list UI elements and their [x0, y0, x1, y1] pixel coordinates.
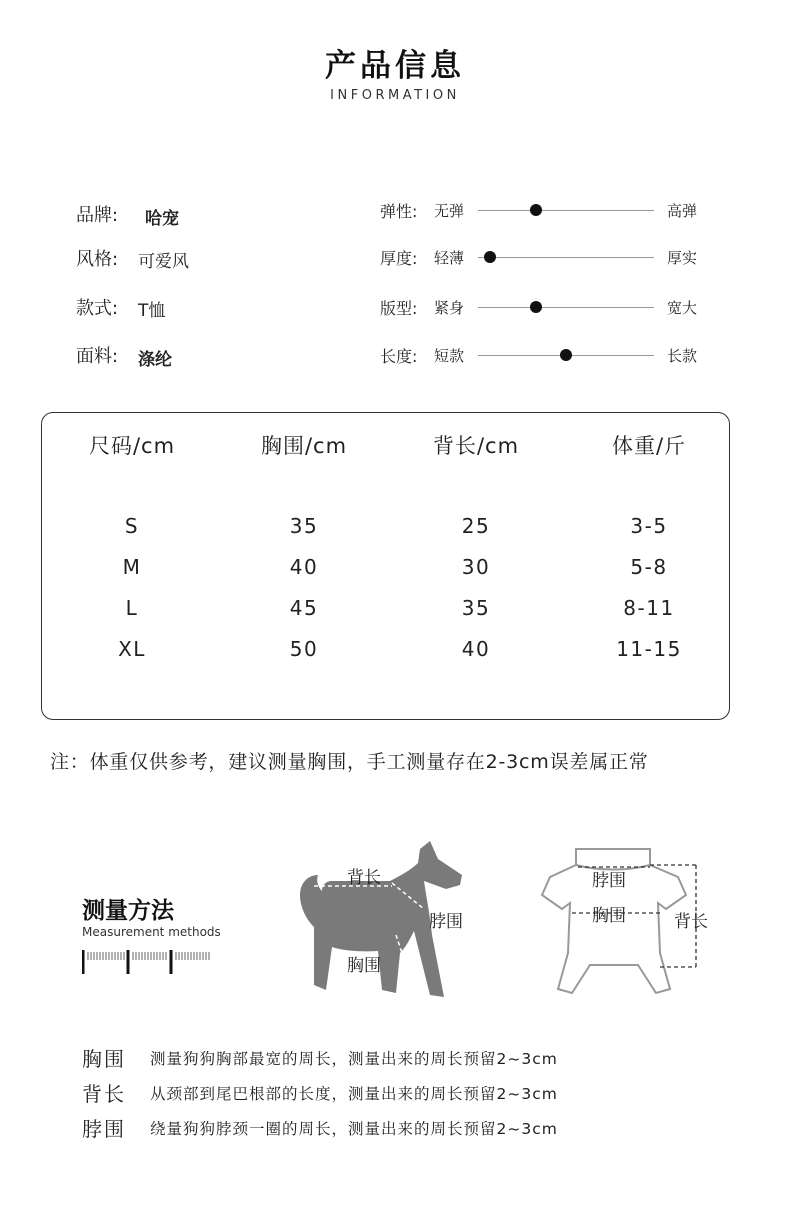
def-text-chest: 测量狗狗胸部最宽的周长，测量出来的周长预留2~3cm	[150, 1050, 558, 1068]
slider-low-label: 短款	[434, 347, 465, 365]
slider-track	[478, 307, 654, 308]
dog-back-label: 背长	[347, 868, 381, 888]
table-header-cell: 胸围/cm	[260, 434, 348, 458]
slider-high-label: 厚实	[667, 249, 698, 267]
slider-high-label: 长款	[667, 347, 698, 365]
measurement-title: 测量方法	[82, 898, 174, 924]
table-cell: 25	[461, 514, 491, 538]
shirt-back-label: 背长	[674, 912, 708, 932]
table-cell: L	[125, 596, 139, 620]
measurement-subtitle: Measurement methods	[82, 925, 221, 939]
table-cell: 3-5	[630, 514, 668, 538]
type-label: 款式:	[76, 298, 119, 319]
def-text-back: 从颈部到尾巴根部的长度，测量出来的周长预留2~3cm	[150, 1085, 558, 1103]
def-term-chest: 胸围	[82, 1047, 126, 1071]
brand-value: 哈宠	[145, 209, 179, 229]
table-header-cell: 背长/cm	[432, 434, 520, 458]
slider-knob	[560, 349, 572, 361]
table-cell: 40	[461, 637, 491, 661]
slider-knob	[530, 301, 542, 313]
table-cell: XL	[118, 637, 146, 661]
table-cell: 5-8	[630, 555, 668, 579]
table-header-cell: 尺码/cm	[88, 434, 176, 458]
dog-chest-label: 胸围	[347, 956, 381, 976]
table-cell: M	[122, 555, 142, 579]
table-cell: 11-15	[616, 637, 682, 661]
slider-low-label: 紧身	[434, 299, 465, 317]
fabric-value: 涤纶	[138, 350, 172, 370]
slider-low-label: 轻薄	[434, 249, 465, 267]
style-label: 风格:	[76, 249, 119, 270]
brand-label: 品牌:	[76, 205, 119, 226]
slider-name: 厚度:	[380, 249, 418, 268]
table-header-cell: 体重/斤	[611, 434, 687, 458]
table-cell: 45	[289, 596, 319, 620]
table-cell: 35	[289, 514, 319, 538]
shirt-neck-label: 脖围	[592, 871, 626, 891]
page-title: 产品信息	[325, 48, 465, 84]
table-cell: 40	[289, 555, 319, 579]
page-subtitle: INFORMATION	[330, 88, 460, 103]
slider-name: 长度:	[380, 347, 418, 366]
ruler-icon	[82, 950, 212, 974]
slider-track	[478, 210, 654, 211]
def-text-neck: 绕量狗狗脖颈一圈的周长，测量出来的周长预留2~3cm	[150, 1120, 558, 1138]
def-term-neck: 脖围	[82, 1117, 126, 1141]
slider-knob	[484, 251, 496, 263]
fabric-label: 面料:	[76, 346, 119, 367]
def-term-back: 背长	[82, 1082, 126, 1106]
shirt-chest-label: 胸围	[592, 906, 626, 926]
table-cell: 8-11	[623, 596, 675, 620]
dog-neck-label: 脖围	[429, 912, 463, 932]
slider-track	[478, 257, 654, 258]
style-value: 可爱风	[138, 252, 189, 272]
slider-name: 弹性:	[380, 202, 418, 221]
size-note: 注：体重仅供参考，建议测量胸围，手工测量存在2-3cm误差属正常	[50, 751, 649, 773]
table-cell: 35	[461, 596, 491, 620]
slider-high-label: 高弹	[667, 202, 698, 220]
slider-knob	[530, 204, 542, 216]
slider-high-label: 宽大	[667, 299, 698, 317]
table-cell: 30	[461, 555, 491, 579]
slider-low-label: 无弹	[434, 202, 465, 220]
table-cell: S	[124, 514, 140, 538]
table-cell: 50	[289, 637, 319, 661]
slider-name: 版型:	[380, 299, 418, 318]
type-value: T恤	[138, 301, 166, 321]
